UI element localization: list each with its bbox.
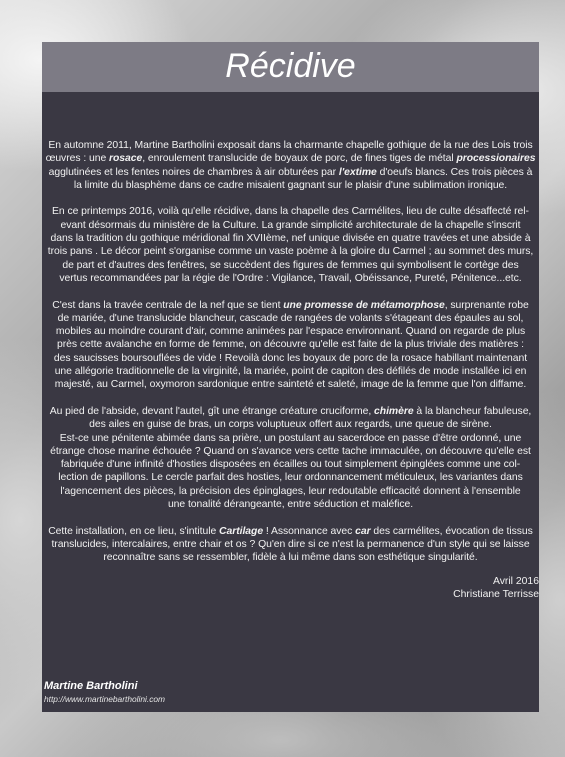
text-line: [42, 312, 539, 325]
text-run: majesté, au Carmel, oxymoron sardonique entre sainteté et saleté, image de la femme que l'on diffame.: [54, 379, 527, 391]
text-line: [42, 179, 539, 192]
text-run: , surprenante robe: [444, 299, 529, 311]
text-line: [42, 232, 539, 245]
text-run: des ailes en guise de bras, un corps voluptueux offert aux regards, une queue de sirène.: [89, 419, 492, 431]
text-line: [42, 471, 539, 484]
emphasized-text: car: [355, 525, 371, 537]
text-run: reconnaître sans se ressembler, fidèle à lui même dans son esthétique singularité.: [103, 552, 478, 564]
text-line: [42, 139, 539, 152]
text-run: d'oeufs blancs. Ces trois pièces à: [376, 166, 533, 178]
text-line: [42, 418, 539, 431]
text-line: [42, 445, 539, 458]
text-run: la limite du blasphème dans ce cadre misaient gagnant sur le plaisir d'une sublimation ironique.: [73, 179, 508, 191]
text-line: [42, 259, 539, 272]
artist-name: Martine Bartholini: [44, 680, 138, 692]
paragraph: [42, 139, 539, 192]
text-line: [42, 219, 539, 232]
text-run: à la blancheur fabuleuse,: [413, 405, 532, 417]
text-run: des carmélites, évocation de tissus: [370, 525, 533, 537]
text-line: [42, 538, 539, 551]
emphasized-text: chimère: [374, 405, 414, 417]
text-run: evant désormais du ministère de la Culture. La grande simplicité architecturale de la chapelle s'inscrit: [60, 219, 521, 231]
text-run: Au pied de l'abside, devant l'autel, gît une étrange créature cruciforme,: [49, 405, 375, 417]
text-run: agglutinées et les fentes noires de chambres à air obturées par: [48, 166, 339, 178]
text-run: ! Assonnance avec: [263, 525, 356, 537]
text-run: près cette avalanche en forme de femme, on découvre qu'elle est faite de la plus triviale des matières :: [57, 339, 524, 351]
signature-author: Christiane Terrisse: [453, 589, 539, 601]
text-line: [42, 166, 539, 179]
text-run: Cette installation, en ce lieu, s'intitule: [48, 525, 220, 537]
text-line: [42, 405, 539, 418]
artist-website-link[interactable]: http://www.martinebartholini.com: [44, 694, 166, 704]
text-line: [42, 432, 539, 445]
text-line: [42, 485, 539, 498]
text-run: En ce printemps 2016, voilà qu'elle récidive, dans la chapelle des Carmélites, lieu de culte désaffecté rel-: [52, 206, 529, 218]
text-run: une allégorie traditionnelle de la virginité, la mariée, point de capiton des défilés de mode installée ici en: [54, 366, 527, 378]
text-run: En automne 2011, Martine Bartholini exposait dans la charmante chapelle gothique de la rue des Lois trois: [48, 140, 533, 151]
emphasized-text: l'extime: [338, 166, 377, 178]
text-run: vertus recommandées par la régie de l'Ordre : Vigilance, Travail, Obéissance, Pureté, Pénitence...etc.: [59, 272, 522, 284]
text-run: lection de papillons. Le cercle parfait des hosties, leur ordonnancement méticuleux, les variantes dans: [58, 472, 523, 484]
emphasized-text: une promesse de métamorphose: [283, 299, 445, 311]
text-run: de mariée, d'une translucide blancheur, cascade de rangées de volants s'étageant des épaules au sol,: [57, 312, 524, 324]
text-run: œuvres : une: [45, 153, 110, 165]
emphasized-text: processionaires: [456, 153, 536, 165]
paragraph: [42, 205, 539, 285]
text-run: trois pans . Le décor peint s'organise comme un vaste poème à la gloire du Carmel ; au sommet des murs,: [47, 246, 534, 258]
text-run: translucides, intercalaires, entre chair et os ? Qu'en dire si ce n'est la permanence d'un style qui se laisse: [51, 538, 530, 550]
paragraph: [42, 299, 539, 392]
text-run: Est-ce une pénitente abimée dans sa prière, un postulant au sacerdoce en passe d'être ordonné, une: [59, 432, 522, 444]
text-line: [42, 378, 539, 391]
text-run: , enroulement translucide de boyaux de porc, de fines tiges de métal: [142, 153, 457, 165]
text-run: de part et d'autres des fenêtres, se succèdent des figures de femmes qui symbolisent le cortège des: [62, 259, 519, 271]
text-line: [42, 365, 539, 378]
paragraph: [42, 405, 539, 511]
text-line: [42, 458, 539, 471]
paragraph: [42, 525, 539, 565]
emphasized-text: Cartilage: [219, 525, 264, 537]
article-body: [42, 139, 539, 578]
text-line: [42, 245, 539, 258]
text-run: étrange chose marine échouée ? Quand on s'avance vers cette tache immaculée, on découvre qu'elle est: [50, 445, 531, 457]
text-line: [42, 352, 539, 365]
emphasized-text: rosace: [109, 153, 143, 165]
text-line: [42, 152, 539, 165]
text-panel: [42, 42, 539, 712]
signature-date: Avril 2016: [492, 576, 539, 587]
signature-block: [453, 575, 539, 602]
page-title: Récidive: [225, 47, 356, 85]
text-run: fabriquée d'une infinité d'hosties disposées en écailles ou tout simplement épinglées comme une col-: [60, 459, 521, 471]
text-line: [42, 272, 539, 285]
text-line: [42, 498, 539, 511]
text-line: [42, 551, 539, 564]
text-line: [42, 525, 539, 538]
text-line: [42, 338, 539, 351]
text-line: [42, 325, 539, 338]
text-run: mobiles au moindre courant d'air, comme animées par l'espace environnant. Quand on regarde de plus: [55, 326, 526, 338]
text-line: [42, 299, 539, 312]
text-run: une tonalité dérangeante, entre séduction et maléfice.: [167, 499, 414, 511]
text-line: [42, 205, 539, 218]
title-band: [42, 42, 539, 92]
text-run: des saucisses boursouflées de vide ! Revoilà donc les boyaux de porc de la rosace habillant maintenant: [53, 352, 528, 364]
text-run: C'est dans la travée centrale de la nef que se tient: [52, 299, 284, 311]
text-run: l'agencement des pièces, la précision des épinglages, leur redoutable efficacité donnent à l'ensemble: [60, 485, 521, 497]
text-run: dans la tradition du gothique méridional fin XVIIème, nef unique divisée en quatre travées et une abside à: [50, 233, 531, 245]
